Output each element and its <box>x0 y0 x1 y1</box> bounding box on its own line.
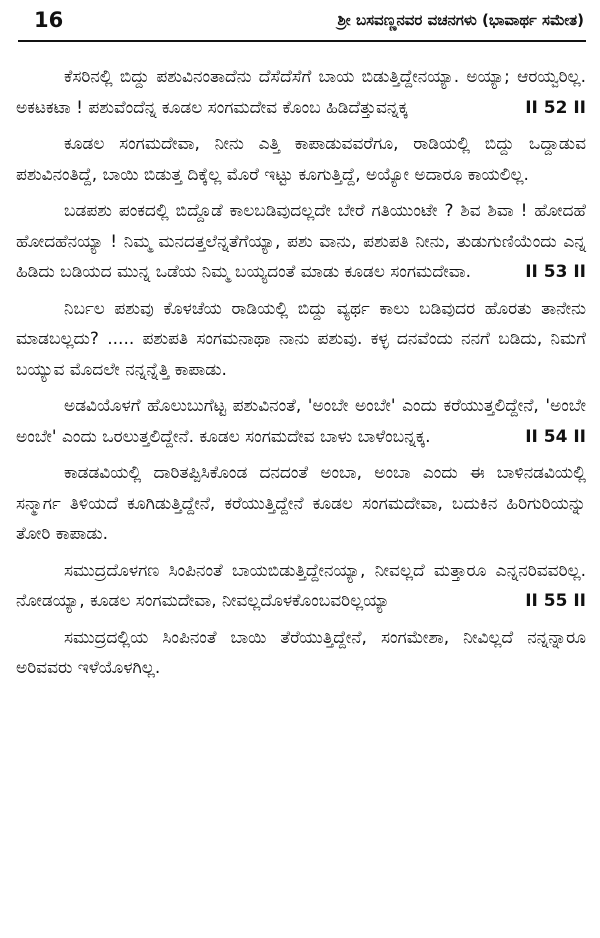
page-content <box>16 62 586 690</box>
page-number: 16 <box>34 8 64 32</box>
paragraph-text: ಕಾಡಡವಿಯಲ್ಲಿ ದಾರಿತಪ್ಪಿಸಿಕೊಂಡ ದನದಂತೆ ಅಂಬಾ, ಅಂಬಾ ಎಂದು ಈ ಬಾಳಿನಡವಿಯಲ್ಲಿ ಸನ್ಮಾರ್ಗ ತಿಳಿಯದೆ ಕೂಗಿಡುತ್ತಿದ್ದೇನೆ, ಕರೆಯುತ್ತಿದ್ದೇನೆ ಕೂಡಲ ಸಂಗಮದೇವಾ, ಬದುಕಿನ ಹಿರಿಗುರಿಯನ್ನು ತೋರಿ ಕಾಪಾಡು. <box>16 463 586 544</box>
paragraph-text: ಕೂಡಲ ಸಂಗಮದೇವಾ, ನೀನು ಎತ್ತಿ ಕಾಪಾಡುವವರೆಗೂ, ರಾಡಿಯಲ್ಲಿ ಬಿದ್ದು ಒದ್ದಾಡುವ ಪಶುವಿನಂತಿದ್ದೆ, ಬಾಯಿ ಬಿಡುತ್ತ ದಿಕ್ಕೆಲ್ಲ ಮೊರೆ ಇಟ್ಟು ಕೂಗುತ್ತಿದ್ದೆ, ಅಯ್ಯೋ ಅದಾರೂ ಕಾಯಲಿಲ್ಲ. <box>16 134 586 185</box>
running-title: ಶ್ರೀ ಬಸವಣ್ಣನವರ ವಚನಗಳು (ಭಾವಾರ್ಥ ಸಮೇತ) <box>337 11 584 29</box>
vachana-52 <box>16 62 586 123</box>
meaning-53 <box>16 294 586 386</box>
paragraph-text: ಬಡಪಶು ಪಂಕದಲ್ಲಿ ಬಿದ್ದೊಡೆ ಕಾಲಬಡಿವುದಲ್ಲದೇ ಬೇರೆ ಗತಿಯುಂಟೇ ? ಶಿವ ಶಿವಾ ! ಹೋದಹೆ ಹೋದಹೆನಯ್ಯಾ ! ನಿಮ್ಮ ಮನದತ್ತಲೆನ್ನತೆಗೆಯ್ಯಾ, ಪಶು ವಾನು, ಪಶುಪತಿ ನೀನು, ತುಡುಗುಣಿಯೆಂದು ಎನ್ನ ಹಿಡಿದು ಬಡಿಯದ ಮುನ್ನ ಒಡೆಯ ನಿಮ್ಮ ಬಯ್ಯದಂತೆ ಮಾಡು ಕೂಡಲ ಸಂಗಮದೇವಾ. <box>16 201 586 282</box>
paragraph-text: ಸಮುದ್ರದಲ್ಲಿಯ ಸಿಂಪಿನಂತೆ ಬಾಯಿ ತೆರೆಯುತ್ತಿದ್ದೇನೆ, ಸಂಗಮೇಶಾ, ನೀವಿಲ್ಲದೆ ನನ್ನನ್ನಾರೂ ಅರಿವವರು ಇಳೆಯೊಳಗಿಲ್ಲ. <box>16 627 586 678</box>
vachana-53 <box>16 196 586 288</box>
paragraph-text: ನಿರ್ಬಲ ಪಶುವು ಕೊಳಚೆಯ ರಾಡಿಯಲ್ಲಿ ಬಿದ್ದು ವ್ಯರ್ಥ ಕಾಲು ಬಡಿವುದರ ಹೊರತು ತಾನೇನು ಮಾಡಬಲ್ಲದು? ..... ಪಶುಪತಿ ಸಂಗಮನಾಥಾ ನಾನು ಪಶುವು. ಕಳ್ಳ ದನವೆಂದು ನನಗೆ ಬಡಿದು, ನಿಮಗೆ ಬಯ್ಯುವ ಮೊದಲೇ ನನ್ನನ್ನೆತ್ತಿ ಕಾಪಾಡು. <box>16 298 586 380</box>
meaning-55 <box>16 623 586 684</box>
verse-number: II 53 II <box>525 262 586 282</box>
vachana-55 <box>16 556 586 617</box>
header-rule <box>18 40 586 42</box>
paragraph-text: ಕೆಸರಿನಲ್ಲಿ ಬಿದ್ದು ಪಶುವಿನಂತಾದೆನು ದೆಸೆದೆಸೆಗೆ ಬಾಯ ಬಿಡುತ್ತಿದ್ದೇನಯ್ಯಾ. ಅಯ್ಯಾ; ಆರಯ್ವರಿಲ್ಲ. ಅಕಟಕಟಾ ! ಪಶುವೆಂದೆನ್ನ ಕೂಡಲ ಸಂಗಮದೇವ ಕೊಂಬ ಹಿಡಿದೆತ್ತುವನ್ನಕ್ಕ <box>16 67 586 118</box>
paragraph-text: ಸಮುದ್ರದೊಳಗಣ ಸಿಂಪಿನಂತೆ ಬಾಯಬಿಡುತ್ತಿದ್ದೇನಯ್ಯಾ, ನೀವಲ್ಲದೆ ಮತ್ತಾರೂ ಎನ್ನನರಿವವರಿಲ್ಲ. ನೋಡಯ್ಯಾ, ಕೂಡಲ ಸಂಗಮದೇವಾ, ನೀವಲ್ಲದೊಳಕೊಂಬವರಿಲ್ಲಯ್ಯಾ <box>16 560 586 611</box>
page-header <box>16 0 586 40</box>
paragraph-text: ಅಡವಿಯೊಳಗೆ ಹೊಲುಬುಗೆಟ್ಟ ಪಶುವಿನಂತೆ, 'ಅಂಬೇ ಅಂಬೇ' ಎಂದು ಕರೆಯುತ್ತಲಿದ್ದೇನೆ, 'ಅಂಬೇ ಅಂಬೇ' ಎಂದು ಒರಲುತ್ತಲಿದ್ದೇನೆ. ಕೂಡಲ ಸಂಗಮದೇವ ಬಾಳು ಬಾಳೆಂಬನ್ನಕ್ಕ. <box>16 396 586 447</box>
vachana-54 <box>16 391 586 452</box>
meaning-54 <box>16 458 586 550</box>
verse-number: II 52 II <box>525 97 586 118</box>
verse-number: II 55 II <box>525 591 586 611</box>
meaning-52 <box>16 129 586 190</box>
verse-number: II 54 II <box>525 426 586 447</box>
